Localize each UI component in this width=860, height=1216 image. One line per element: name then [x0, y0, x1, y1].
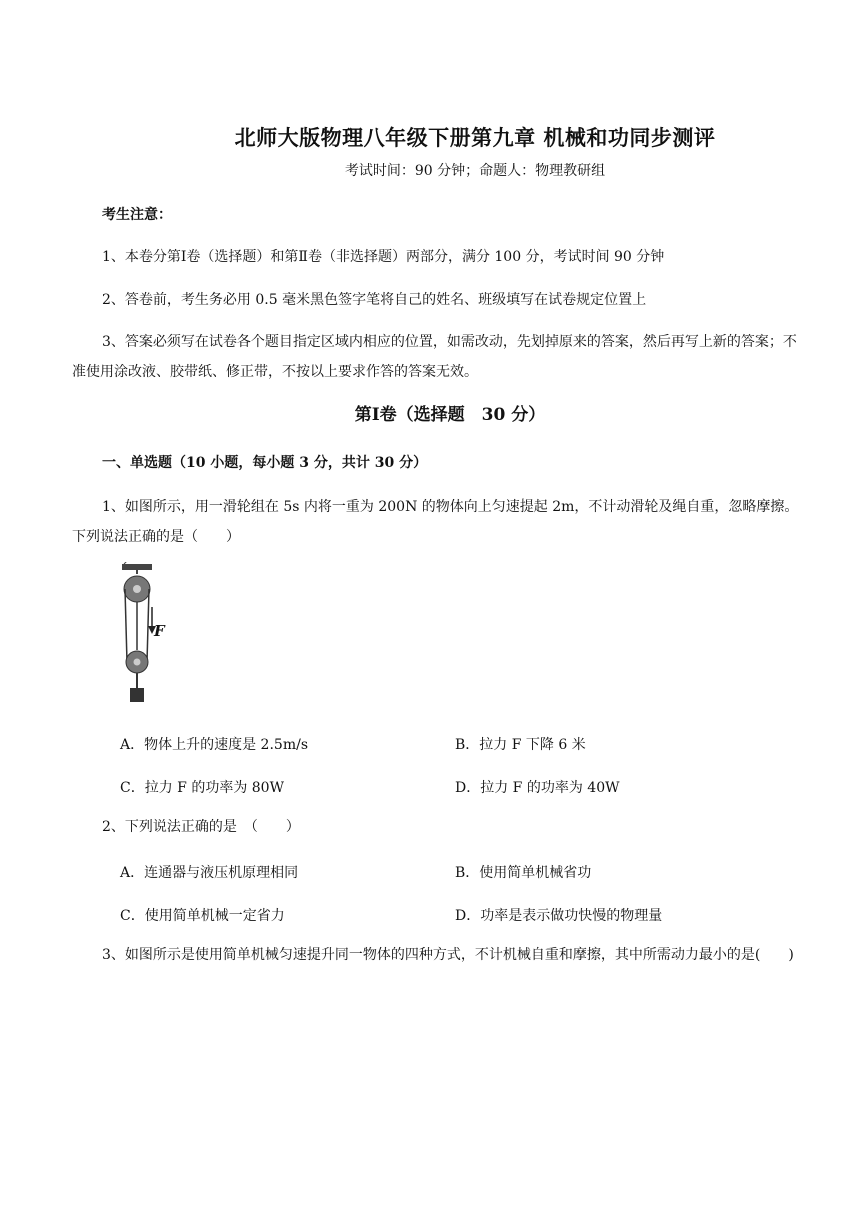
section-title: 第Ⅰ卷（选择题 30 分） — [354, 405, 546, 425]
q1-option-a: A．物体上升的速度是 2.5m/s — [120, 737, 309, 753]
q2-option-c: C．使用简单机械一定省力 — [120, 908, 285, 924]
pulley-figure — [118, 562, 158, 707]
notice-item-1: 1、本卷分第Ⅰ卷（选择题）和第Ⅱ卷（非选择题）两部分，满分 100 分，考试时间 90 分钟 — [102, 249, 665, 265]
question-1-stem: 1、如图所示，用一滑轮组在 5s 内将一重为 200N 的物体向上匀速提起 2m，不计动滑轮及绳自重，忽略摩擦。下列说法正确的是（ ） — [72, 499, 799, 545]
question-2-stem: 2、下列说法正确的是 （ ） — [102, 819, 300, 835]
q1-option-b: B．拉力 F 下降 6 米 — [455, 737, 586, 753]
notice-item-2: 2、答卷前，考生务必用 0.5 毫米黑色签字笔将自己的姓名、班级填写在试卷规定位置上 — [102, 292, 647, 308]
q2-option-b: B．使用简单机械省功 — [455, 865, 592, 881]
force-label: F — [154, 622, 165, 640]
notice-item-3: 3、答案必须写在试卷各个题目指定区域内相应的位置，如需改动，先划掉原来的答案，然后再写上新的答案；不准使用涂改液、胶带纸、修正带，不按以上要求作答的答案无效。 — [72, 334, 797, 380]
q2-option-d: D．功率是表示做功快慢的物理量 — [455, 908, 663, 924]
exam-subtitle: 考试时间：90 分钟；命题人：物理教研组 — [344, 163, 606, 179]
page-title: 北师大版物理八年级下册第九章 机械和功同步测评 — [234, 125, 716, 150]
q2-option-a: A．连通器与液压机原理相同 — [120, 865, 299, 881]
question-3-stem: 3、如图所示是使用简单机械匀速提升同一物体的四种方式，不计机械自重和摩擦，其中所需动力最小的是( ) — [102, 947, 794, 963]
part-heading: 一、单选题（10 小题，每小题 3 分，共计 30 分） — [102, 455, 428, 471]
q1-option-d: D．拉力 F 的功率为 40W — [455, 780, 620, 796]
q1-option-c: C．拉力 F 的功率为 80W — [120, 780, 284, 796]
notice-heading: 考生注意： — [102, 207, 172, 223]
